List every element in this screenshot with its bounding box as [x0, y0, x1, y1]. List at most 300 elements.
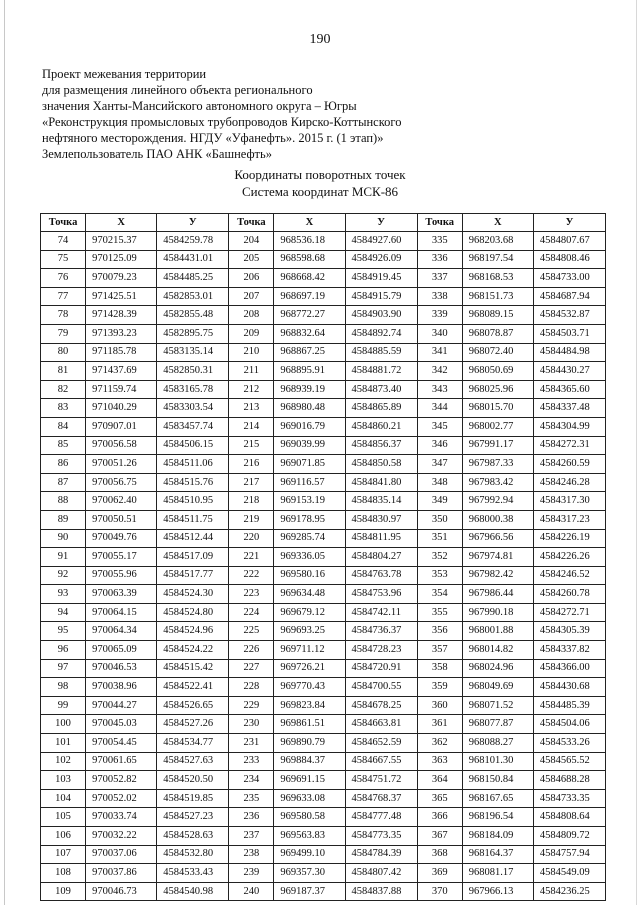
table-header-row	[41, 214, 606, 232]
cell-x: 969153.19	[274, 492, 345, 511]
cell-x: 970045.03	[86, 715, 157, 734]
cell-point: 356	[417, 622, 462, 641]
cell-point: 360	[417, 696, 462, 715]
cell-y: 4584365.60	[533, 380, 605, 399]
cell-point: 84	[41, 417, 86, 436]
cell-x: 967966.56	[462, 529, 533, 548]
cell-y: 4584856.37	[345, 436, 417, 455]
cell-y: 4584919.45	[345, 269, 417, 288]
table-row	[41, 250, 606, 269]
column-header-x: X	[274, 214, 345, 232]
cell-x: 969884.37	[274, 752, 345, 771]
cell-y: 4584885.59	[345, 343, 417, 362]
cell-x: 969634.48	[274, 585, 345, 604]
table-row	[41, 417, 606, 436]
cell-point: 353	[417, 566, 462, 585]
cell-point: 101	[41, 734, 86, 753]
cell-point: 348	[417, 473, 462, 492]
cell-point: 228	[229, 678, 274, 697]
table-row	[41, 492, 606, 511]
cell-x: 970032.22	[86, 827, 157, 846]
cell-y: 4584305.39	[533, 622, 605, 641]
cell-y: 4584515.76	[157, 473, 229, 492]
cell-x: 968049.69	[462, 678, 533, 697]
cell-point: 217	[229, 473, 274, 492]
cell-point: 230	[229, 715, 274, 734]
cell-point: 219	[229, 510, 274, 529]
cell-y: 4584519.85	[157, 789, 229, 808]
cell-point: 345	[417, 417, 462, 436]
cell-point: 335	[417, 232, 462, 251]
cell-x: 969039.99	[274, 436, 345, 455]
cell-point: 102	[41, 752, 86, 771]
cell-x: 970125.09	[86, 250, 157, 269]
cell-point: 92	[41, 566, 86, 585]
cell-point: 220	[229, 529, 274, 548]
cell-x: 969693.25	[274, 622, 345, 641]
cell-x: 970055.17	[86, 548, 157, 567]
cell-x: 968015.70	[462, 399, 533, 418]
table-row	[41, 269, 606, 288]
cell-y: 4584830.97	[345, 510, 417, 529]
cell-point: 205	[229, 250, 274, 269]
cell-y: 4584873.40	[345, 380, 417, 399]
cell-x: 970049.76	[86, 529, 157, 548]
cell-y: 4584260.78	[533, 585, 605, 604]
cell-y: 4584515.42	[157, 659, 229, 678]
cell-x: 967987.33	[462, 455, 533, 474]
cell-point: 347	[417, 455, 462, 474]
cell-y: 4584484.98	[533, 343, 605, 362]
cell-x: 968025.96	[462, 380, 533, 399]
cell-y: 4584804.27	[345, 548, 417, 567]
table-row	[41, 232, 606, 251]
cell-y: 4584540.98	[157, 882, 229, 901]
cell-y: 4584565.52	[533, 752, 605, 771]
cell-x: 969116.57	[274, 473, 345, 492]
header-line: для размещения линейного объекта регионального	[42, 83, 313, 97]
cell-x: 969711.12	[274, 641, 345, 660]
cell-point: 204	[229, 232, 274, 251]
cell-x: 968196.54	[462, 808, 533, 827]
cell-point: 103	[41, 771, 86, 790]
cell-x: 971185.78	[86, 343, 157, 362]
table-row	[41, 510, 606, 529]
cell-x: 968050.69	[462, 362, 533, 381]
cell-y: 4584366.00	[533, 659, 605, 678]
table-row	[41, 529, 606, 548]
cell-x: 968203.68	[462, 232, 533, 251]
column-header-point: Точка	[41, 214, 86, 232]
cell-x: 970033.74	[86, 808, 157, 827]
cell-x: 968939.19	[274, 380, 345, 399]
cell-x: 968150.84	[462, 771, 533, 790]
cell-point: 211	[229, 362, 274, 381]
cell-point: 80	[41, 343, 86, 362]
cell-y: 4584246.52	[533, 566, 605, 585]
cell-y: 4584317.23	[533, 510, 605, 529]
cell-point: 362	[417, 734, 462, 753]
cell-x: 968184.09	[462, 827, 533, 846]
cell-x: 969357.30	[274, 864, 345, 883]
cell-y: 4584430.27	[533, 362, 605, 381]
cell-x: 967986.44	[462, 585, 533, 604]
cell-point: 99	[41, 696, 86, 715]
scan-edge-left	[4, 0, 5, 905]
cell-point: 240	[229, 882, 274, 901]
cell-y: 4584763.78	[345, 566, 417, 585]
cell-point: 76	[41, 269, 86, 288]
cell-x: 970051.26	[86, 455, 157, 474]
cell-x: 970044.27	[86, 696, 157, 715]
cell-y: 4584835.14	[345, 492, 417, 511]
cell-point: 94	[41, 603, 86, 622]
cell-y: 4584881.72	[345, 362, 417, 381]
cell-x: 967982.42	[462, 566, 533, 585]
cell-point: 213	[229, 399, 274, 418]
cell-y: 4584742.11	[345, 603, 417, 622]
table-row	[41, 436, 606, 455]
cell-point: 344	[417, 399, 462, 418]
cell-point: 91	[41, 548, 86, 567]
table-row	[41, 455, 606, 474]
cell-point: 104	[41, 789, 86, 808]
cell-point: 74	[41, 232, 86, 251]
cell-x: 970052.82	[86, 771, 157, 790]
cell-x: 970050.51	[86, 510, 157, 529]
cell-x: 970056.75	[86, 473, 157, 492]
cell-point: 209	[229, 324, 274, 343]
cell-y: 4584520.50	[157, 771, 229, 790]
cell-x: 969890.79	[274, 734, 345, 753]
cell-x: 968071.52	[462, 696, 533, 715]
cell-x: 968078.87	[462, 324, 533, 343]
cell-x: 969770.43	[274, 678, 345, 697]
cell-x: 970052.02	[86, 789, 157, 808]
cell-x: 968668.42	[274, 269, 345, 288]
cell-y: 4584892.74	[345, 324, 417, 343]
cell-point: 233	[229, 752, 274, 771]
cell-point: 85	[41, 436, 86, 455]
table-row	[41, 287, 606, 306]
cell-y: 4584773.35	[345, 827, 417, 846]
cell-x: 970046.73	[86, 882, 157, 901]
cell-y: 4584663.81	[345, 715, 417, 734]
cell-point: 365	[417, 789, 462, 808]
cell-x: 969285.74	[274, 529, 345, 548]
cell-point: 222	[229, 566, 274, 585]
cell-point: 224	[229, 603, 274, 622]
column-header-x: X	[86, 214, 157, 232]
cell-y: 4584527.26	[157, 715, 229, 734]
header-line: «Реконструкция промысловых трубопроводов Кирско-Коттынского	[42, 115, 402, 129]
cell-x: 970056.58	[86, 436, 157, 455]
cell-point: 210	[229, 343, 274, 362]
cell-y: 4584903.90	[345, 306, 417, 325]
column-header-y: У	[157, 214, 229, 232]
cell-x: 970054.45	[86, 734, 157, 753]
cell-y: 4584524.80	[157, 603, 229, 622]
cell-y: 4584700.55	[345, 678, 417, 697]
table-row	[41, 585, 606, 604]
cell-point: 231	[229, 734, 274, 753]
cell-point: 108	[41, 864, 86, 883]
cell-x: 970062.40	[86, 492, 157, 511]
cell-x: 968832.64	[274, 324, 345, 343]
cell-x: 969499.10	[274, 845, 345, 864]
cell-y: 4584736.37	[345, 622, 417, 641]
cell-y: 4583303.54	[157, 399, 229, 418]
cell-y: 4584510.95	[157, 492, 229, 511]
cell-point: 79	[41, 324, 86, 343]
cell-y: 4584841.80	[345, 473, 417, 492]
cell-point: 354	[417, 585, 462, 604]
cell-y: 4584524.30	[157, 585, 229, 604]
cell-y: 4584337.48	[533, 399, 605, 418]
page-number: 190	[309, 32, 331, 47]
table-row	[41, 566, 606, 585]
cell-point: 100	[41, 715, 86, 734]
table-row	[41, 603, 606, 622]
cell-y: 4584733.00	[533, 269, 605, 288]
cell-point: 223	[229, 585, 274, 604]
cell-point: 109	[41, 882, 86, 901]
table-row	[41, 324, 606, 343]
cell-x: 968197.54	[462, 250, 533, 269]
table-body	[41, 232, 606, 901]
table-row	[41, 622, 606, 641]
cell-x: 968167.65	[462, 789, 533, 808]
cell-x: 970038.96	[86, 678, 157, 697]
cell-x: 968072.40	[462, 343, 533, 362]
cell-y: 4584808.46	[533, 250, 605, 269]
cell-y: 4584304.99	[533, 417, 605, 436]
cell-x: 968895.91	[274, 362, 345, 381]
header-line: Землепользователь ПАО АНК «Башнефть»	[42, 147, 272, 161]
cell-y: 4584533.43	[157, 864, 229, 883]
cell-y: 4584430.68	[533, 678, 605, 697]
cell-x: 969178.95	[274, 510, 345, 529]
table-row	[41, 362, 606, 381]
document-header	[42, 66, 602, 162]
cell-x: 968089.15	[462, 306, 533, 325]
cell-y: 4584652.59	[345, 734, 417, 753]
cell-y: 4584260.59	[533, 455, 605, 474]
coordinates-table	[40, 213, 606, 901]
cell-y: 4584784.39	[345, 845, 417, 864]
cell-point: 346	[417, 436, 462, 455]
table-row	[41, 845, 606, 864]
column-header-y: У	[533, 214, 605, 232]
table-subtitle: Система координат МСК-86	[241, 184, 399, 199]
table-row	[41, 343, 606, 362]
cell-y: 4584687.94	[533, 287, 605, 306]
cell-x: 968980.48	[274, 399, 345, 418]
cell-x: 968024.96	[462, 659, 533, 678]
cell-x: 968598.68	[274, 250, 345, 269]
cell-point: 238	[229, 845, 274, 864]
cell-point: 215	[229, 436, 274, 455]
cell-x: 968536.18	[274, 232, 345, 251]
cell-point: 337	[417, 269, 462, 288]
cell-y: 4584527.23	[157, 808, 229, 827]
cell-x: 969563.83	[274, 827, 345, 846]
cell-x: 967992.94	[462, 492, 533, 511]
cell-point: 336	[417, 250, 462, 269]
cell-point: 349	[417, 492, 462, 511]
cell-point: 341	[417, 343, 462, 362]
cell-x: 971040.29	[86, 399, 157, 418]
cell-y: 4584517.77	[157, 566, 229, 585]
cell-x: 971425.51	[86, 287, 157, 306]
cell-point: 342	[417, 362, 462, 381]
table-row	[41, 882, 606, 901]
table-row	[41, 864, 606, 883]
cell-x: 970037.86	[86, 864, 157, 883]
cell-y: 4584926.09	[345, 250, 417, 269]
cell-x: 971428.39	[86, 306, 157, 325]
cell-point: 357	[417, 641, 462, 660]
cell-x: 969691.15	[274, 771, 345, 790]
cell-x: 969726.21	[274, 659, 345, 678]
cell-point: 369	[417, 864, 462, 883]
cell-y: 4584927.60	[345, 232, 417, 251]
cell-x: 968164.37	[462, 845, 533, 864]
cell-y: 4584807.42	[345, 864, 417, 883]
cell-x: 970046.53	[86, 659, 157, 678]
table-row	[41, 678, 606, 697]
cell-x: 968101.30	[462, 752, 533, 771]
cell-y: 4582853.01	[157, 287, 229, 306]
cell-y: 4584506.15	[157, 436, 229, 455]
cell-point: 218	[229, 492, 274, 511]
cell-point: 338	[417, 287, 462, 306]
cell-y: 4584808.64	[533, 808, 605, 827]
cell-y: 4584236.25	[533, 882, 605, 901]
cell-y: 4584528.63	[157, 827, 229, 846]
cell-point: 77	[41, 287, 86, 306]
table-row	[41, 548, 606, 567]
cell-y: 4584532.80	[157, 845, 229, 864]
cell-x: 970064.34	[86, 622, 157, 641]
cell-x: 969187.37	[274, 882, 345, 901]
table-row	[41, 696, 606, 715]
cell-y: 4584337.82	[533, 641, 605, 660]
table-row	[41, 715, 606, 734]
cell-point: 97	[41, 659, 86, 678]
cell-point: 83	[41, 399, 86, 418]
cell-point: 207	[229, 287, 274, 306]
table-row	[41, 659, 606, 678]
cell-point: 88	[41, 492, 86, 511]
table-title-block	[0, 166, 640, 200]
table-row	[41, 306, 606, 325]
cell-y: 4584667.55	[345, 752, 417, 771]
cell-point: 216	[229, 455, 274, 474]
cell-point: 90	[41, 529, 86, 548]
cell-x: 968151.73	[462, 287, 533, 306]
cell-point: 93	[41, 585, 86, 604]
table-row	[41, 789, 606, 808]
cell-point: 81	[41, 362, 86, 381]
cell-point: 225	[229, 622, 274, 641]
cell-x: 967966.13	[462, 882, 533, 901]
cell-y: 4584534.77	[157, 734, 229, 753]
cell-y: 4584485.39	[533, 696, 605, 715]
cell-point: 236	[229, 808, 274, 827]
cell-y: 4583165.78	[157, 380, 229, 399]
cell-point: 75	[41, 250, 86, 269]
cell-y: 4584246.28	[533, 473, 605, 492]
cell-y: 4584809.72	[533, 827, 605, 846]
table-row	[41, 752, 606, 771]
cell-y: 4584226.19	[533, 529, 605, 548]
cell-y: 4584837.88	[345, 882, 417, 901]
cell-x: 970215.37	[86, 232, 157, 251]
cell-point: 106	[41, 827, 86, 846]
cell-point: 235	[229, 789, 274, 808]
table-row	[41, 771, 606, 790]
cell-point: 363	[417, 752, 462, 771]
column-header-y: У	[345, 214, 417, 232]
cell-y: 4584485.25	[157, 269, 229, 288]
cell-y: 4584226.26	[533, 548, 605, 567]
cell-point: 107	[41, 845, 86, 864]
cell-y: 4584504.06	[533, 715, 605, 734]
cell-y: 4584753.96	[345, 585, 417, 604]
cell-x: 968081.17	[462, 864, 533, 883]
cell-x: 969861.51	[274, 715, 345, 734]
cell-point: 96	[41, 641, 86, 660]
cell-y: 4584549.09	[533, 864, 605, 883]
cell-x: 971437.69	[86, 362, 157, 381]
scan-edge-right	[636, 0, 637, 905]
cell-x: 968697.19	[274, 287, 345, 306]
cell-point: 370	[417, 882, 462, 901]
cell-y: 4584526.65	[157, 696, 229, 715]
cell-point: 98	[41, 678, 86, 697]
cell-y: 4584272.31	[533, 436, 605, 455]
cell-y: 4584524.96	[157, 622, 229, 641]
cell-y: 4584678.25	[345, 696, 417, 715]
cell-point: 86	[41, 455, 86, 474]
cell-y: 4583135.14	[157, 343, 229, 362]
cell-x: 970061.65	[86, 752, 157, 771]
cell-x: 968088.27	[462, 734, 533, 753]
cell-point: 359	[417, 678, 462, 697]
cell-x: 968772.27	[274, 306, 345, 325]
cell-y: 4584807.67	[533, 232, 605, 251]
cell-point: 237	[229, 827, 274, 846]
cell-point: 206	[229, 269, 274, 288]
table-row	[41, 641, 606, 660]
cell-point: 368	[417, 845, 462, 864]
cell-y: 4584728.23	[345, 641, 417, 660]
cell-y: 4584915.79	[345, 287, 417, 306]
cell-x: 968867.25	[274, 343, 345, 362]
table-row	[41, 734, 606, 753]
cell-x: 968000.38	[462, 510, 533, 529]
cell-x: 967991.17	[462, 436, 533, 455]
cell-y: 4584720.91	[345, 659, 417, 678]
cell-x: 967983.42	[462, 473, 533, 492]
cell-point: 208	[229, 306, 274, 325]
cell-y: 4584527.63	[157, 752, 229, 771]
cell-x: 969071.85	[274, 455, 345, 474]
cell-y: 4584317.30	[533, 492, 605, 511]
cell-y: 4584811.95	[345, 529, 417, 548]
cell-point: 351	[417, 529, 462, 548]
